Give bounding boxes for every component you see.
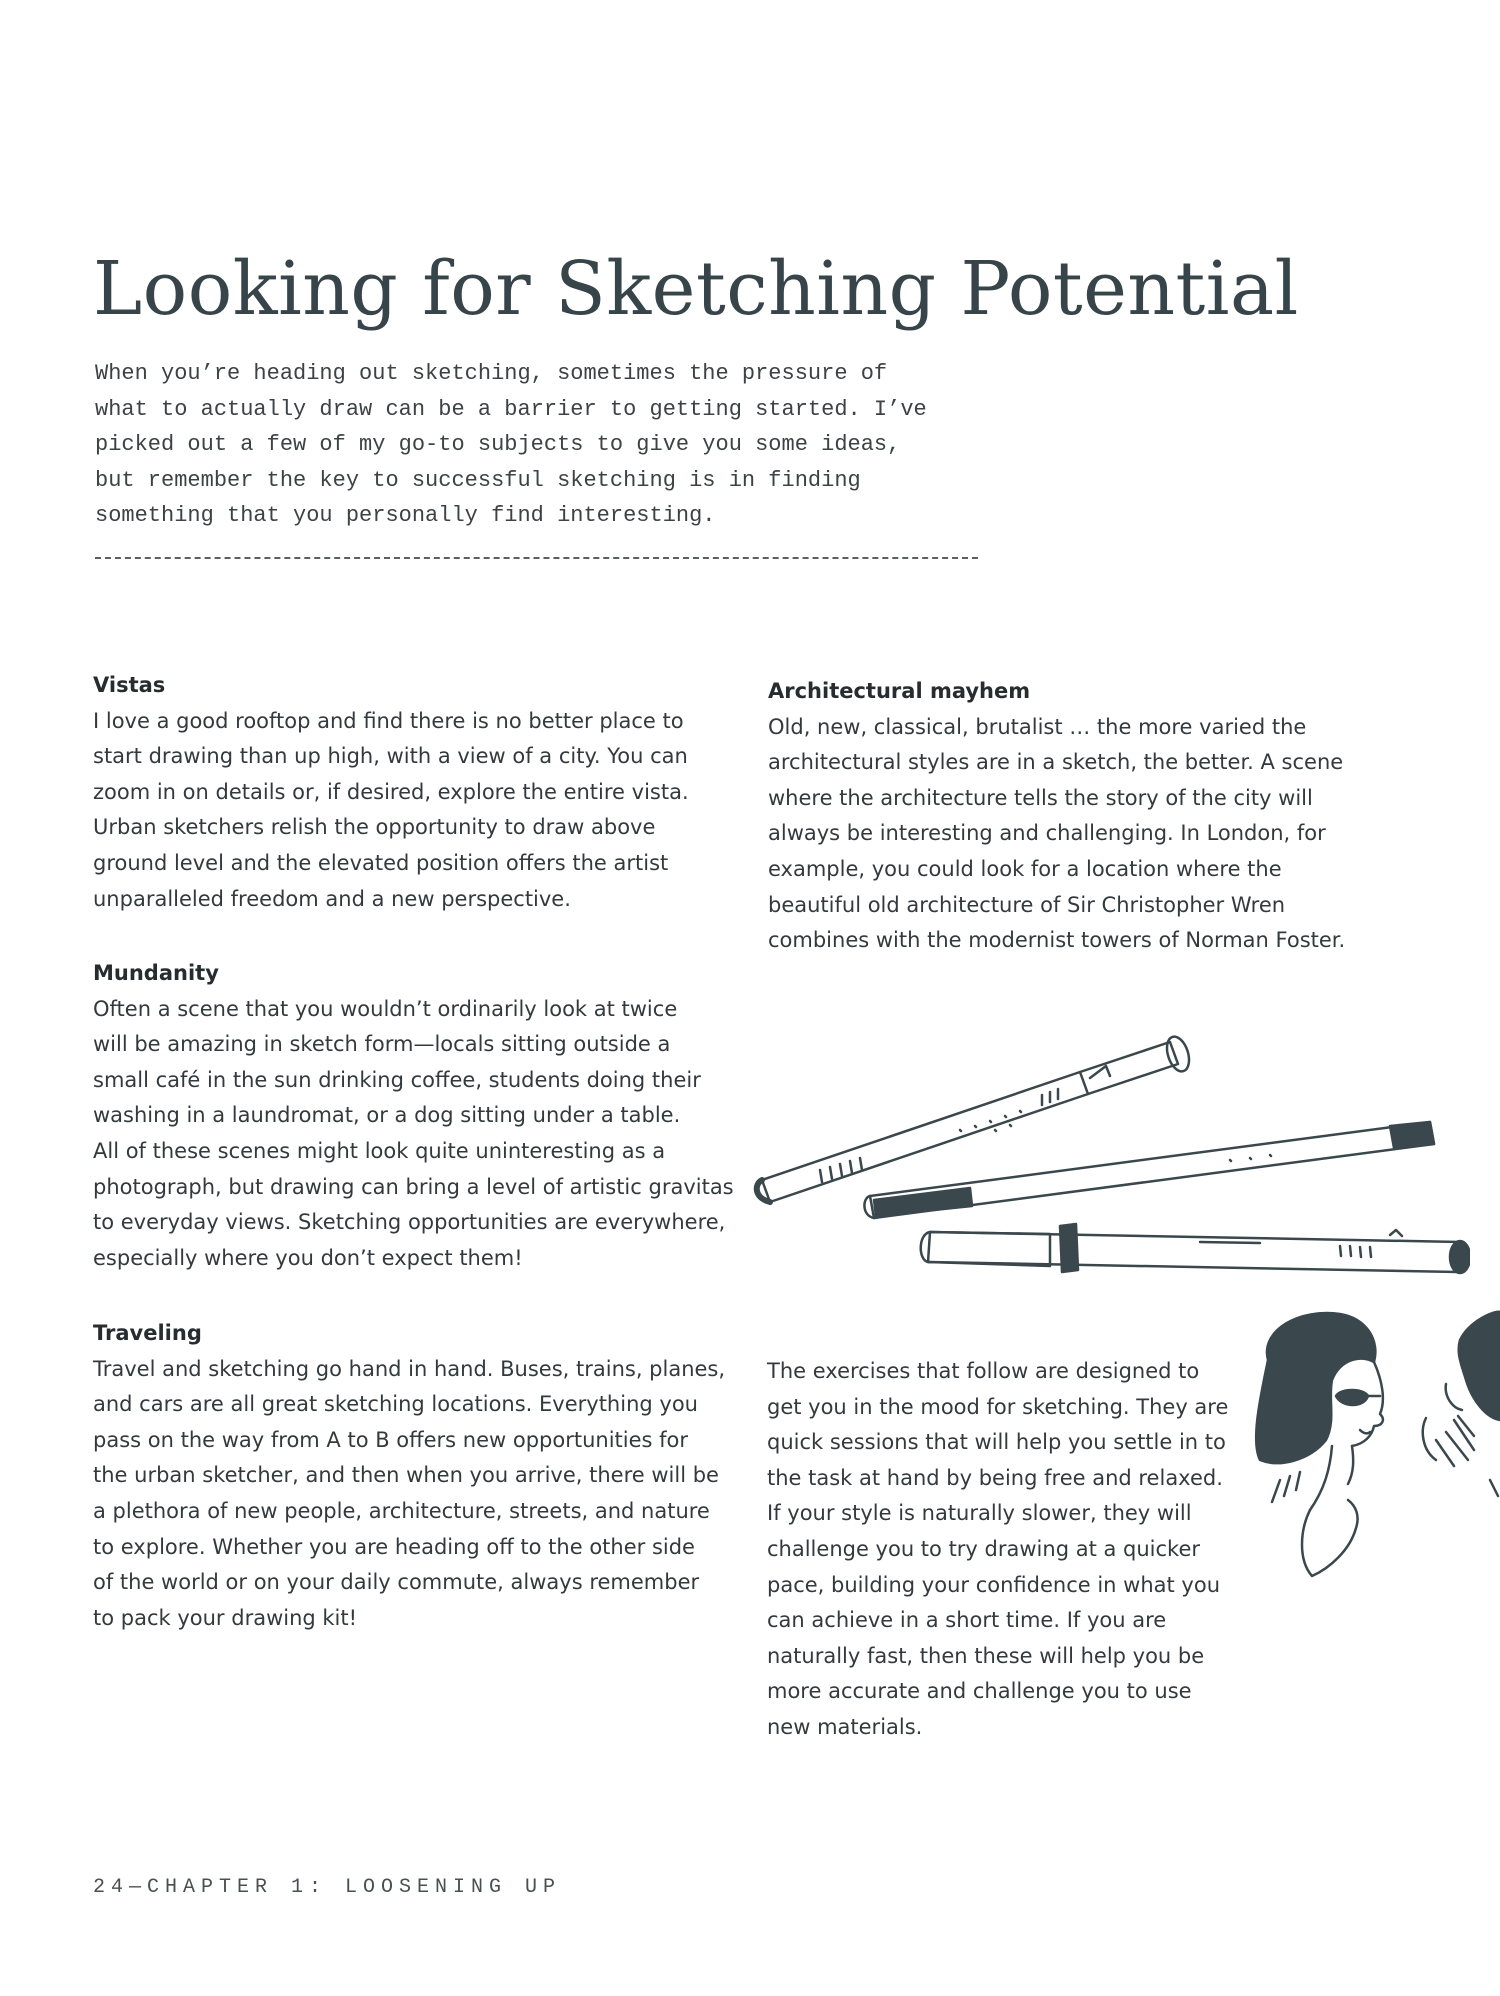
body-line: photograph, but drawing can bring a level of artistic gravitas xyxy=(93,1174,734,1199)
body-line: where the architecture tells the story of the city will xyxy=(768,785,1313,810)
section-heading: Traveling xyxy=(93,1321,202,1345)
pen-sketch xyxy=(921,1224,1470,1273)
section-body xyxy=(93,992,734,1277)
body-line: I love a good rooftop and find there is no better place to xyxy=(93,708,684,733)
body-line: combines with the modernist towers of Norman Foster. xyxy=(768,928,1346,953)
body-line: pace, building your confidence in what you xyxy=(767,1572,1220,1597)
section-body xyxy=(93,1352,725,1637)
dashed-divider xyxy=(95,557,978,559)
body-line: ground level and the elevated position offers the artist xyxy=(93,850,669,875)
body-line: get you in the mood for sketching. They are xyxy=(767,1394,1229,1419)
page-footer: 24—CHAPTER 1: LOOSENING UP xyxy=(93,1876,562,1899)
body-line: always be interesting and challenging. In London, for xyxy=(768,821,1326,846)
body-line: more accurate and challenge you to use xyxy=(767,1679,1192,1704)
intro-paragraph xyxy=(95,356,995,534)
hair-shape xyxy=(1459,1312,1500,1420)
body-line: Travel and sketching go hand in hand. Buses, trains, planes, xyxy=(93,1356,726,1381)
body-line: All of these scenes might look quite uninteresting as a xyxy=(93,1138,666,1163)
body-line: naturally fast, then these will help you be xyxy=(767,1643,1205,1668)
body-line: the urban sketcher, and then when you arrive, there will be xyxy=(93,1463,719,1488)
body-line: small café in the sun drinking coffee, students doing their xyxy=(93,1067,701,1092)
pens-sketch-illustration xyxy=(750,1020,1470,1290)
section-vistas xyxy=(93,668,689,917)
page-title: Looking for Sketching Potential xyxy=(93,245,1299,332)
body-line: challenge you to try drawing at a quicker xyxy=(767,1536,1201,1561)
body-line: and cars are all great sketching locations. Everything you xyxy=(93,1392,698,1417)
body-line: to everyday views. Sketching opportunities are everywhere, xyxy=(93,1210,726,1235)
body-line: a plethora of new people, architecture, streets, and nature xyxy=(93,1498,710,1523)
body-line: unparalleled freedom and a new perspective. xyxy=(93,886,571,911)
pen-sketch xyxy=(757,1034,1193,1202)
body-line: quick sessions that will help you settle in to xyxy=(767,1430,1226,1455)
section-heading: Vistas xyxy=(93,673,166,697)
section-body xyxy=(93,704,689,918)
section-body xyxy=(768,710,1345,959)
intro-line: but remember the key to successful sketching is in finding xyxy=(95,467,861,493)
section-body xyxy=(767,1354,1267,1746)
section-traveling xyxy=(93,1316,725,1636)
intro-line: what to actually draw can be a barrier to getting started. I’ve xyxy=(95,396,927,422)
body-line: washing in a laundromat, or a dog sitting under a table. xyxy=(93,1103,681,1128)
body-line: to explore. Whether you are heading off to the other side xyxy=(93,1534,695,1559)
body-line: start drawing than up high, with a view of a city. You can xyxy=(93,744,688,769)
body-line: example, you could look for a location where the xyxy=(768,856,1282,881)
section-heading: Mundanity xyxy=(93,961,219,985)
intro-line: picked out a few of my go-to subjects to give you some ideas, xyxy=(95,432,901,457)
body-line: especially where you don’t expect them! xyxy=(93,1245,523,1270)
body-line: will be amazing in sketch form—locals sitting outside a xyxy=(93,1032,671,1057)
people-sketch-illustration xyxy=(1240,1300,1500,1610)
intro-line: When you’re heading out sketching, sometimes the pressure of xyxy=(95,361,888,386)
body-line: beautiful old architecture of Sir Christopher Wren xyxy=(768,892,1286,917)
body-line: the task at hand by being free and relaxed. xyxy=(767,1465,1223,1490)
section-architectural-mayhem xyxy=(768,674,1345,959)
body-line: The exercises that follow are designed to xyxy=(767,1359,1200,1383)
section-mundanity xyxy=(93,956,734,1276)
hair-shape xyxy=(1256,1313,1375,1463)
body-line: Urban sketchers relish the opportunity to draw above xyxy=(93,815,656,840)
body-line: can achieve in a short time. If you are xyxy=(767,1608,1167,1633)
body-line: architectural styles are in a sketch, the better. A scene xyxy=(768,750,1344,775)
body-line: new materials. xyxy=(767,1714,923,1739)
section-heading: Architectural mayhem xyxy=(768,679,1031,703)
intro-line: something that you personally find interesting. xyxy=(95,503,716,528)
pen-sketch xyxy=(864,1122,1434,1218)
body-line: If your style is naturally slower, they will xyxy=(767,1501,1192,1526)
body-line: zoom in on details or, if desired, explore the entire vista. xyxy=(93,779,689,804)
exercises-paragraph xyxy=(767,1354,1267,1746)
body-line: Old, new, classical, brutalist … the more varied the xyxy=(768,714,1307,739)
body-line: of the world or on your daily commute, always remember xyxy=(93,1570,700,1595)
body-line: pass on the way from A to B offers new opportunities for xyxy=(93,1427,689,1452)
body-line: to pack your drawing kit! xyxy=(93,1605,358,1630)
body-line: Often a scene that you wouldn’t ordinarily look at twice xyxy=(93,996,678,1021)
